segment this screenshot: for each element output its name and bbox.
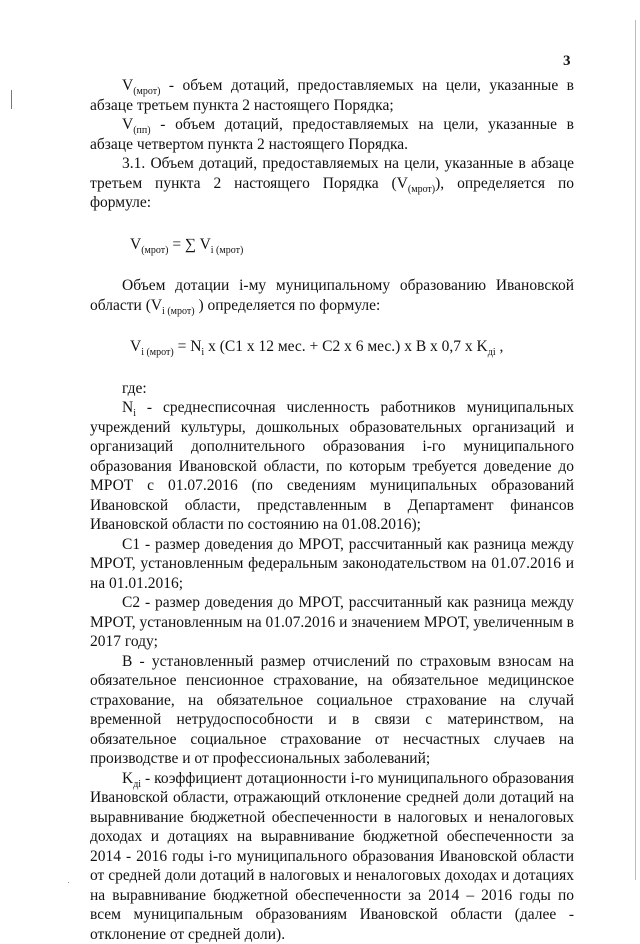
paragraph-subscript: i (мрот) [162, 306, 195, 317]
formula-n-subscript: i [201, 347, 204, 358]
formula-lhs: V [130, 338, 141, 355]
section-text-start: 3.1. Объем дотаций, предоставляемых на цели, указанные в абзаце третьем пункта 2 настоящего Порядка (V [90, 155, 574, 192]
symbol: N [122, 399, 133, 416]
formula-lhs-subscript: (мрот) [141, 245, 168, 256]
formula-sum: = ∑ V [168, 236, 210, 253]
symbol-subscript: (пп) [133, 125, 150, 136]
definition-text: - размер доведения до МРОТ, рассчитанный как разница между МРОТ, установленным на 01.07.2016 и значением МРОТ, увеличенным в 2017 году; [90, 594, 574, 650]
formula-lhs: V [130, 236, 141, 253]
formula-municipal [90, 337, 574, 357]
definition-text: - среднесписочная численность работников муниципальных учреждений культуры, дошкольных образовательных организаций и организаций дополнительного образования i-го муниципального образования Ивановской области, по которым требуется доведение до МРОТ с 01.07.2016 (по сведениям муниципальных образований Ивановской области, представленным в Департамент финансов Ивановской области по состоянию на 01.08.2016); [90, 399, 574, 533]
formula-rest: x (C1 x 12 мес. + C2 x 6 мес.) x B x 0,7 x K [204, 338, 488, 355]
symbol: V [122, 116, 133, 133]
spacer [90, 357, 574, 379]
page-number: 3 [563, 53, 571, 70]
definition-b [90, 652, 574, 769]
margin-mark [11, 90, 12, 109]
section-subscript: (мрот) [408, 184, 435, 195]
definition-text: - коэффициент дотационности i-го муниципального образования Ивановской области, отражающий отклонение средней доли дотаций на выравнивание бюджетной обеспеченности в налоговых и неналоговых доходах и дотациях на выравнивание бюджетной обеспеченности за 2014 - 2016 годы i-го муниципального образования Ивановской области от средней доли дотаций в налоговых и неналоговых доходах и дотациях на выравнивание бюджетной обеспеченности за 2014 – 2016 годы по всем муниципальным образованиям Ивановской области (далее - отклонение от средней доли). [90, 770, 574, 943]
formula-lhs-subscript: i (мрот) [141, 347, 174, 358]
definition-text: - объем дотаций, предоставляемых на цели, указанные в абзаце третьем пункта 2 настоящего Порядка; [90, 77, 574, 114]
definition-ni [90, 398, 574, 535]
definition-text: - объем дотаций, предоставляемых на цели, указанные в абзаце четвертом пункта 2 настоящего Порядка. [90, 116, 574, 153]
formula-total [90, 235, 574, 255]
formula-tail: , [496, 338, 504, 355]
where-label: где: [90, 379, 574, 399]
symbol: C1 [122, 536, 140, 553]
formula-body: = N [174, 338, 202, 355]
definition-text: - установленный размер отчислений по страховым взносам на обязательное пенсионное страхование, на обязательное медицинское страхование, на обязательное социальное страхование на случай временной нетрудоспособности и в связи с материнством, на обязательное социальное страхование от несчастных случаев на производстве и от профессиональных заболеваний; [90, 653, 574, 768]
symbol-subscript: i [133, 408, 136, 419]
definition-text: - размер доведения до МРОТ, рассчитанный как разница между МРОТ, установленным федеральным законодательством на 01.07.2016 и на 01.01.2016; [90, 536, 574, 592]
definition-c1 [90, 535, 574, 594]
symbol-subscript: дi [133, 779, 141, 790]
formula-k-subscript: дi [488, 347, 496, 358]
document-body [90, 76, 574, 944]
intro-definition-mrot [90, 76, 574, 115]
symbol: V [122, 77, 133, 94]
paragraph-text-end: ) определяется по формуле: [195, 297, 381, 314]
scan-speck [68, 882, 69, 883]
section-3-1 [90, 154, 574, 213]
formula-rhs-subscript: i (мрот) [211, 245, 244, 256]
intro-definition-pp [90, 115, 574, 154]
symbol: B [122, 653, 132, 670]
scan-edge-line [635, 20, 636, 880]
section-text-end: ), определяется по формуле: [90, 175, 574, 212]
definition-kdi [90, 769, 574, 944]
symbol: C2 [122, 594, 140, 611]
paragraph-volume [90, 276, 574, 315]
spacer [90, 315, 574, 337]
symbol-subscript: (мрот) [133, 86, 160, 97]
symbol: K [122, 770, 133, 787]
spacer [90, 213, 574, 235]
spacer [90, 254, 574, 276]
definition-c2 [90, 593, 574, 652]
paragraph-text-start: Объем дотации i-му муниципальному образованию Ивановской области (V [90, 277, 574, 314]
